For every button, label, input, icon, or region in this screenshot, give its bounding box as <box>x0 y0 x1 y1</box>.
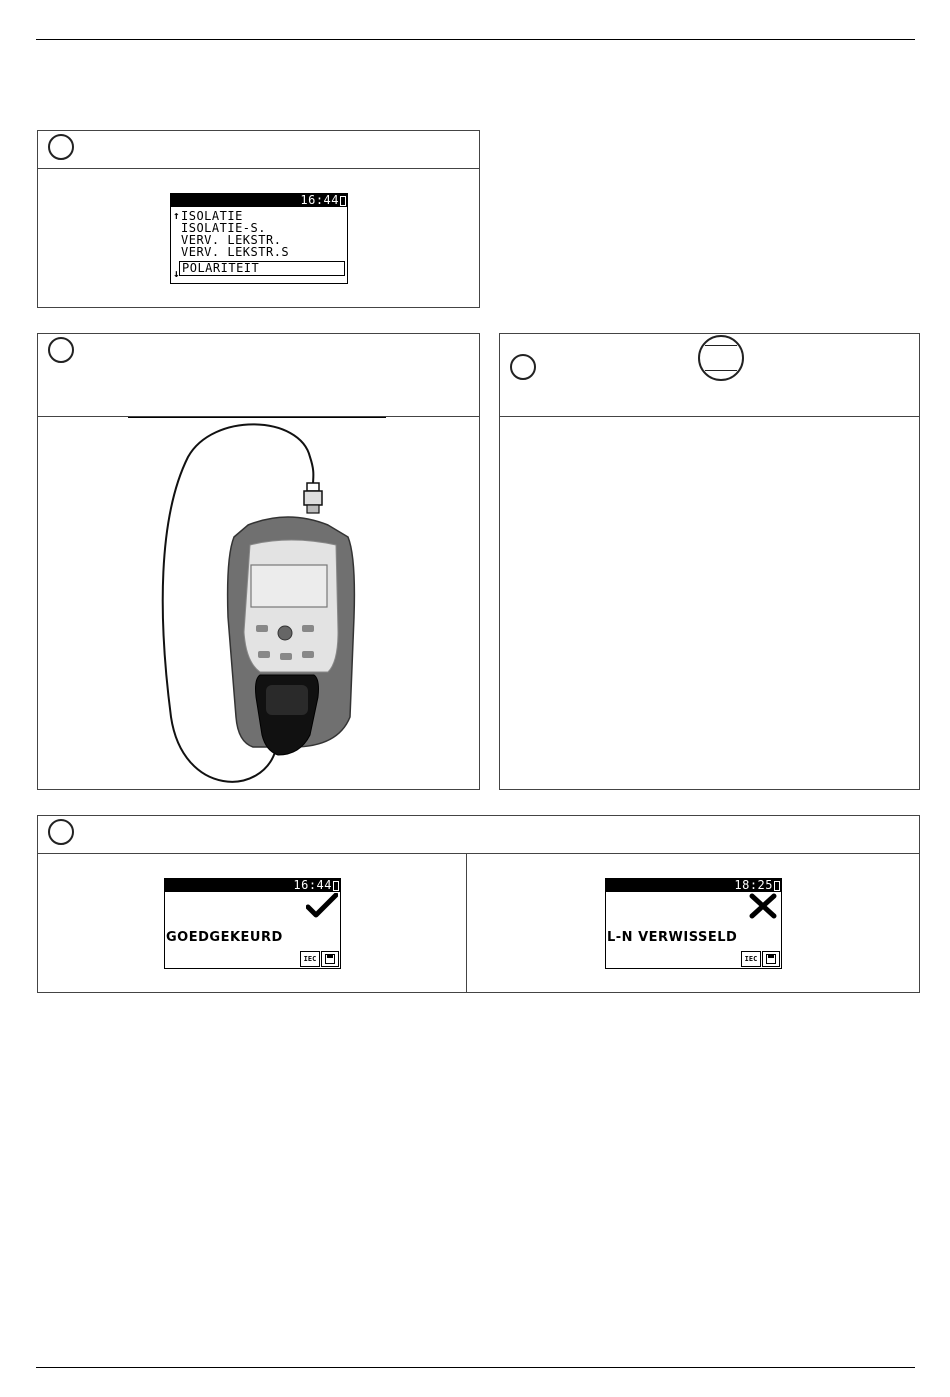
step4-header <box>38 816 919 854</box>
screen-title: POLARITEIT <box>213 891 291 905</box>
screen-time: 16:44 <box>293 878 332 892</box>
iec-button[interactable]: IEC <box>300 951 320 967</box>
top-rule <box>36 39 915 40</box>
step1-header <box>38 131 479 169</box>
checkmark-icon <box>306 893 338 919</box>
start-key-icon-line <box>705 370 737 371</box>
screen-title-bar <box>606 878 781 905</box>
result-screen-pass <box>164 878 341 969</box>
step2-header <box>38 334 479 417</box>
screen-title: ENKELV. TEST <box>219 206 313 220</box>
step-number-circle <box>48 819 74 845</box>
result-text: L-N VERWISSELD <box>607 930 738 945</box>
step-number-circle <box>48 134 74 160</box>
result-text: GOEDGEKEURD <box>166 930 283 945</box>
start-key-icon <box>698 335 744 381</box>
scroll-down-icon: ↓ <box>173 267 180 280</box>
battery-icon <box>774 881 780 891</box>
screen-title: POLARITEIT <box>654 891 732 905</box>
menu-item[interactable]: VERV. LEKSTR.S <box>181 245 290 259</box>
battery-icon <box>333 881 339 891</box>
menu-item[interactable]: ISOLATIE <box>181 209 243 223</box>
cross-icon <box>749 893 777 919</box>
step4-box <box>37 815 920 993</box>
scroll-up-icon: ↑ <box>173 209 180 222</box>
screen-time: 16:44 <box>300 193 339 207</box>
iec-button[interactable]: IEC <box>741 951 761 967</box>
step-number-circle <box>48 337 74 363</box>
step4-divider <box>466 854 467 992</box>
bottom-rule <box>36 1367 915 1368</box>
menu-screen <box>170 193 348 284</box>
step2-box <box>37 333 480 790</box>
step-number-circle <box>510 354 536 380</box>
step3-box <box>499 333 920 790</box>
battery-icon <box>340 196 346 206</box>
tester-with-test-lead-illustration <box>38 417 479 789</box>
screen-time: 18:25 <box>734 878 773 892</box>
step1-box <box>37 130 480 308</box>
menu-item-selected[interactable]: POLARITEIT <box>179 261 345 276</box>
start-key-icon-line <box>705 345 737 346</box>
save-icon[interactable] <box>321 951 339 967</box>
menu-item[interactable]: ISOLATIE-S. <box>181 221 266 235</box>
save-icon[interactable] <box>762 951 780 967</box>
step3-header <box>500 334 919 417</box>
menu-item[interactable]: VERV. LEKSTR. <box>181 233 282 247</box>
screen-title-bar <box>165 878 340 905</box>
result-screen-fail <box>605 878 782 969</box>
